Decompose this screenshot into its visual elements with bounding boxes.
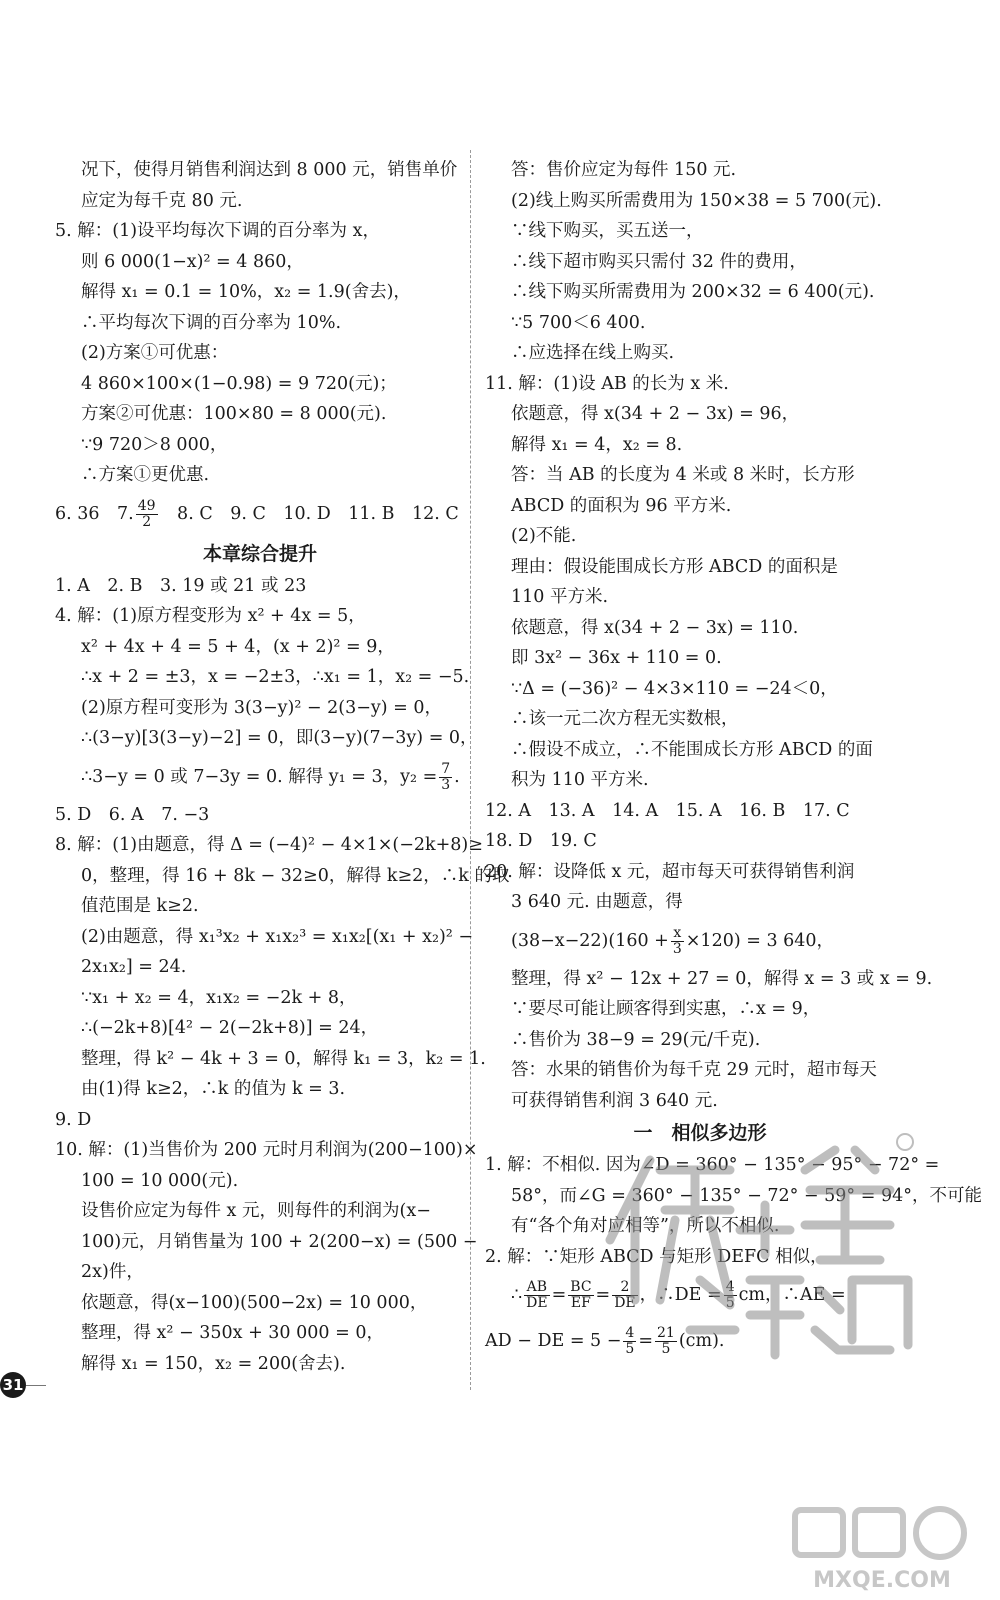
- text-segment: (38−x−22)(160 +: [511, 930, 669, 951]
- text-line: 值范围是 k≥2.: [81, 896, 199, 916]
- text-segment: ，∴AE =: [765, 1285, 846, 1305]
- text-line: (2)由题意，得 x₁³x₂ + x₁x₂³ = x₁x₂[(x₁ + x₂)² −: [81, 926, 474, 947]
- text-segment: .: [454, 766, 460, 787]
- text-line: 依题意，得 x(34 + 2 − 3x) = 96，: [511, 404, 800, 424]
- text-line: ∵5 700＜6 400.: [511, 312, 646, 333]
- text-segment: =: [638, 1331, 654, 1351]
- text-segment: cm: [738, 1285, 766, 1305]
- fraction-denominator: 3: [441, 776, 451, 793]
- text-line: 应定为每千克 80 元.: [81, 190, 243, 211]
- text-line: ∴x + 2 = ±3，x = −2±3，∴x₁ = 1，x₂ = −5.: [81, 667, 470, 687]
- column-divider: [470, 150, 471, 1390]
- text-line: 3 640 元. 由题意，得: [511, 892, 683, 912]
- text-line: (2)线上购买所需费用为 150×38 = 5 700(元).: [511, 190, 882, 211]
- text-line: 则 6 000(1−x)² = 4 860，: [81, 251, 304, 272]
- fraction-numerator: 7: [441, 760, 451, 777]
- equation-line: [485, 918, 915, 964]
- text-line: ABCD 的面积为 96 平方米.: [511, 495, 732, 516]
- text-line: 理由：假设能围成长方形 ABCD 的面积是: [511, 556, 838, 577]
- text-line: 依题意，得(x−100)(500−2x) = 10 000，: [81, 1292, 428, 1313]
- text-line: 2x₁x₂] = 24.: [81, 957, 187, 977]
- fraction: [439, 762, 452, 793]
- fraction-denominator: DE: [526, 1295, 548, 1311]
- text-line: 100)元，月销售量为 100 + 2(200−x) = (500 −: [81, 1231, 478, 1252]
- text-line: 由(1)得 k≥2，∴k 的值为 k = 3.: [81, 1079, 346, 1099]
- text-line: 9. D: [55, 1109, 92, 1130]
- svg-text:MXQE.COM: MXQE.COM: [813, 1568, 951, 1593]
- text-line: 整理，得 x² − 12x + 27 = 0，解得 x = 3 或 x = 9.: [511, 968, 933, 989]
- left-column: [55, 155, 510, 1379]
- fraction: [623, 1326, 636, 1357]
- text-line: 1. A 2. B 3. 19 或 21 或 23: [55, 575, 307, 596]
- text-segment: ×120) = 3 640，: [685, 930, 835, 951]
- text-line: 依题意，得 x(34 + 2 − 3x) = 110.: [511, 617, 799, 638]
- text-line: 可获得销售利润 3 640 元.: [511, 1090, 718, 1111]
- text-line: 1. 解：不相似. 因为∠D = 360° − 135° − 95° − 72° =: [485, 1155, 940, 1175]
- text-line: 整理，得 k² − 4k + 3 = 0，解得 k₁ = 3，k₂ = 1.: [81, 1048, 486, 1069]
- text-line: 8. 解：(1)由题意，得 Δ = (−4)² − 4×1×(−2k+8)≥: [55, 835, 483, 855]
- fraction: [724, 1280, 737, 1311]
- text-line: 10. 解：(1)当售价为 200 元时月利润为(200−100)×: [55, 1140, 478, 1160]
- text-segment: ∴: [511, 1285, 523, 1305]
- text-segment: ∴3−y = 0 或 7−3y = 0. 解得 y₁ = 3，y₂ =: [81, 766, 438, 787]
- text-line: (2)原方程可变形为 3(3−y)² − 2(3−y) = 0，: [81, 697, 443, 718]
- text-line: 答：售价应定为每件 150 元.: [511, 160, 737, 180]
- text-line: 积为 110 平方米.: [511, 770, 649, 790]
- text-line: 况下，使得月销售利润达到 8 000 元，销售单价: [81, 160, 458, 180]
- answer-line-6-12: [55, 491, 465, 537]
- text-line: 设售价应定为每件 x 元，则每件的利润为(x−: [81, 1201, 431, 1221]
- fraction: [612, 1280, 637, 1311]
- page-number: 31: [0, 1372, 26, 1398]
- fraction: [136, 499, 158, 530]
- text-line: 11. 解：(1)设 AB 的长为 x 米.: [485, 373, 729, 394]
- page-number-rule: [26, 1385, 46, 1386]
- fraction-numerator: 2: [612, 1280, 637, 1296]
- text-line: ∴(3−y)[3(3−y)−2] = 0，即(3−y)(7−3y) = 0，: [81, 728, 478, 748]
- text-line: ∵要尽可能让顾客得到实惠，∴x = 9，: [511, 999, 821, 1019]
- text-line: ∵线下购买，买五送一，: [511, 221, 704, 241]
- text-line: ∴该一元二次方程无实数根，: [511, 709, 739, 729]
- fraction: [655, 1326, 677, 1357]
- text-line: 4. 解：(1)原方程变形为 x² + 4x = 5，: [55, 606, 366, 626]
- text-line: ∴售价为 38−9 = 29(元/千克).: [511, 1029, 761, 1050]
- text-line: ∴线下超市购买只需付 32 件的费用，: [511, 251, 807, 272]
- text-line: 20. 解：设降低 x 元，超市每天可获得销售利润: [485, 861, 855, 882]
- text-line: 0，整理，得 16 + 8k − 32≥0，解得 k≥2，∴k 的取: [81, 865, 510, 886]
- fraction-numerator: 4: [725, 1279, 735, 1295]
- text-line: 5. 解：(1)设平均每次下调的百分率为 x，: [55, 221, 380, 241]
- text-line: 解得 x₁ = 0.1 = 10%，x₂ = 1.9(舍去)，: [81, 282, 411, 302]
- fraction-denominator: 3: [672, 940, 682, 957]
- text-line: ∴假设不成立，∴不能围成长方形 ABCD 的面: [511, 739, 873, 760]
- text-line: x² + 4x + 4 = 5 + 4，(x + 2)² = 9，: [81, 636, 395, 657]
- text-line: (2)不能.: [511, 526, 577, 546]
- fraction-denominator: DE: [614, 1295, 636, 1311]
- equation-line: [485, 1318, 915, 1364]
- text-segment: =: [595, 1285, 611, 1305]
- text-line: 5. D 6. A 7. −3: [55, 804, 210, 825]
- text-line: [55, 754, 465, 800]
- text-segment: ，∴DE =: [639, 1285, 722, 1305]
- equation-line: [485, 1272, 915, 1318]
- fraction-denominator: 5: [625, 1341, 635, 1357]
- text-line: 2. 解：∵矩形 ABCD 与矩形 DEFC 相似，: [485, 1246, 828, 1267]
- text-line: ∵9 720＞8 000，: [81, 434, 228, 455]
- text-line: (2)方案①可优惠：: [81, 343, 229, 363]
- page-number-badge: [0, 1372, 46, 1398]
- section-title: 本章综合提升: [202, 542, 317, 565]
- text-segment: =: [551, 1285, 567, 1305]
- text-line: ∵Δ = (−36)² − 4×3×110 = −24＜0，: [511, 678, 838, 699]
- text-line: ∴方案①更优惠.: [81, 465, 210, 485]
- fraction-denominator: EF: [570, 1295, 591, 1311]
- text-line: 答：当 AB 的长度为 4 米或 8 米时，长方形: [511, 465, 855, 485]
- fraction-denominator: 2: [142, 513, 152, 530]
- text-line: 答：水果的销售价为每千克 29 元时，超市每天: [511, 1060, 877, 1080]
- text-line: 58°，而∠G = 360° − 135° − 72° − 59° = 94°，不可能: [511, 1185, 982, 1206]
- fraction-numerator: 4: [625, 1325, 635, 1341]
- text-line: 110 平方米.: [511, 587, 609, 607]
- text-line: 18. D 19. C: [485, 831, 597, 851]
- text-line: ∴(−2k+8)[4² − 2(−2k+8)] = 24，: [81, 1018, 379, 1038]
- text-segment: 6. 36 7.: [55, 503, 134, 524]
- text-segment: (cm).: [678, 1331, 725, 1351]
- fraction: [671, 926, 684, 957]
- text-line: ∴线下购买所需费用为 200×32 = 6 400(元).: [511, 282, 875, 302]
- text-line: 12. A 13. A 14. A 15. A 16. B 17. C: [485, 800, 850, 821]
- text-line: 有“各个角对应相等”，所以不相似.: [511, 1216, 780, 1236]
- text-line: 2x)件，: [81, 1262, 144, 1282]
- fraction-numerator: 21: [657, 1325, 675, 1341]
- fraction-denominator: 5: [725, 1295, 735, 1311]
- text-line: 解得 x₁ = 150，x₂ = 200(舍去).: [81, 1353, 346, 1374]
- text-line: 4 860×100×(1−0.98) = 9 720(元)；: [81, 373, 397, 394]
- fraction-denominator: 5: [661, 1341, 671, 1357]
- fraction-numerator: 49: [137, 497, 156, 514]
- section-title: 一 相似多边形: [633, 1122, 767, 1144]
- fraction: [524, 1280, 549, 1311]
- text-segment: 8. C 9. C 10. D 11. B 12. C: [159, 503, 459, 524]
- fraction-numerator: AB: [524, 1280, 549, 1296]
- fraction: [568, 1280, 593, 1311]
- text-line: 整理，得 x² − 350x + 30 000 = 0，: [81, 1323, 384, 1343]
- right-column: [485, 155, 982, 1364]
- fraction-numerator: x: [671, 926, 684, 942]
- text-line: 方案②可优惠：100×80 = 8 000(元).: [81, 404, 387, 424]
- watermark-logo: [790, 1505, 975, 1595]
- fraction-numerator: BC: [570, 1279, 592, 1295]
- text-line: ∴平均每次下调的百分率为 10%.: [81, 312, 342, 333]
- text-segment: AD − DE = 5 −: [485, 1331, 622, 1351]
- text-line: ∵x₁ + x₂ = 4，x₁x₂ = −2k + 8，: [81, 987, 357, 1008]
- text-line: 即 3x² − 36x + 110 = 0.: [511, 648, 722, 668]
- text-line: 解得 x₁ = 4，x₂ = 8.: [511, 434, 683, 455]
- text-line: 100 = 10 000(元).: [81, 1170, 239, 1191]
- text-line: ∴应选择在线上购买.: [511, 343, 675, 363]
